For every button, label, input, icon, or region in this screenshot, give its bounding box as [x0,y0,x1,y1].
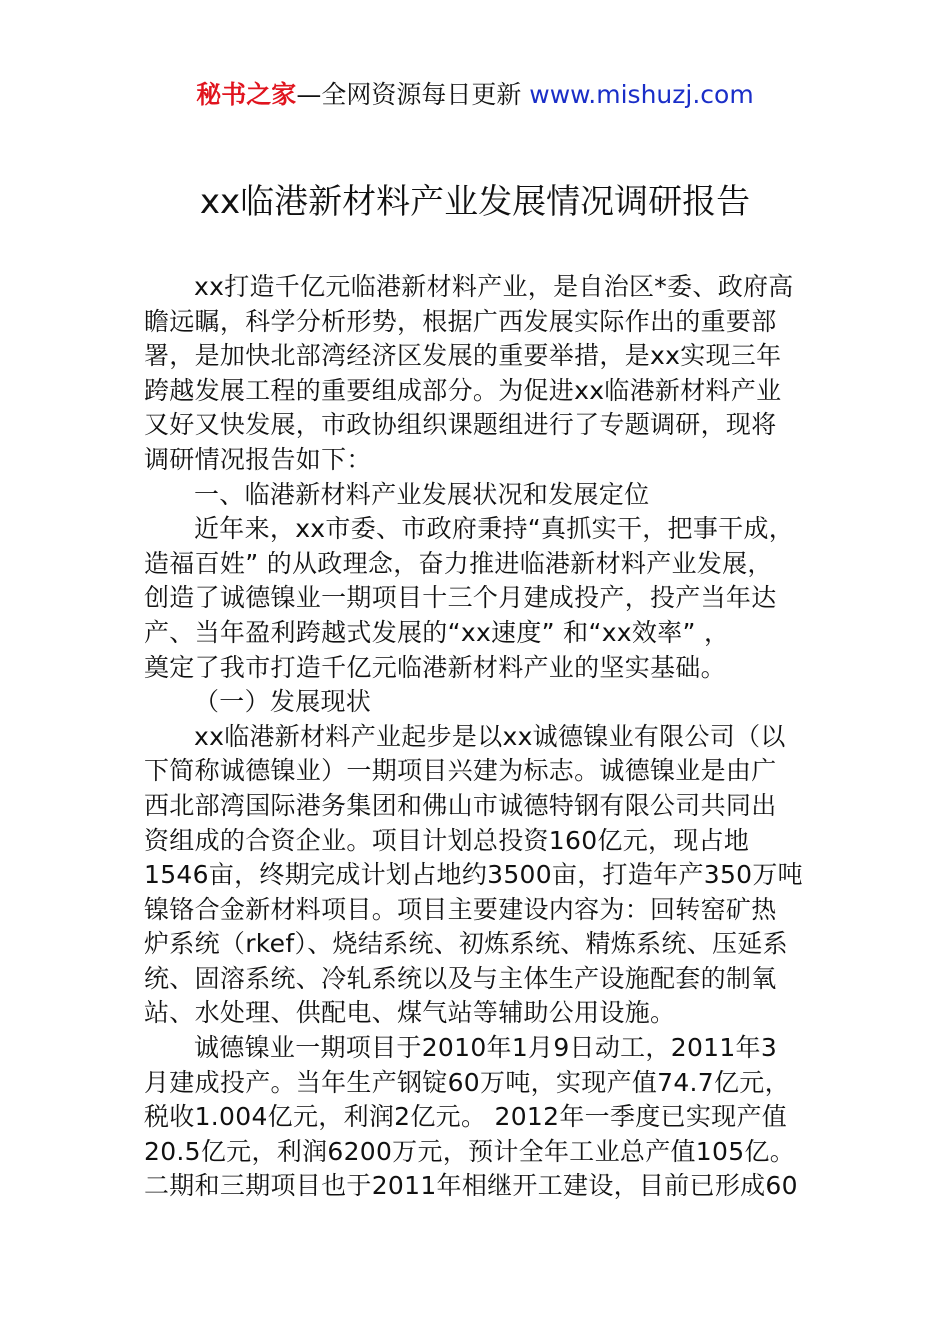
paragraph-line: 跨越发展工程的重要组成部分。为促进xx临港新材料产业 [144,375,782,405]
site-brand: 秘书之家 [196,80,297,109]
paragraph-line: 月建成投产。当年生产钢锭60万吨，实现产值74.7亿元， [144,1067,790,1097]
paragraph-line: 1546亩，终期完成计划占地约3500亩，打造年产350万吨 [144,860,803,890]
paragraph-line: 又好又快发展，市政协组织课题组进行了专题调研，现将 [144,410,777,440]
paragraph-first-line: xx打造千亿元临港新材料产业，是自治区*委、政府高 [194,272,794,301]
document-body [144,270,814,1204]
paragraph-line: 税收1.004亿元，利润2亿元。 2012年一季度已实现产值 [144,1102,788,1132]
paragraph-first-line: xx临港新材料产业起步是以xx诚德镍业有限公司（以 [194,721,786,751]
site-slogan: —全网资源每日更新 [296,80,530,109]
paragraph-line: 创造了诚德镍业一期项目十三个月建成投产，投产当年达 [144,583,777,613]
site-url-link[interactable]: www.mishuzj.com [529,80,754,109]
paragraph-line: 站、水处理、供配电、煤气站等辅助公用设施。 [144,998,676,1028]
paragraph-line: 造福百姓” 的从政理念，奋力推进临港新材料产业发展， [144,548,773,578]
paragraph-line: 署，是加快北部湾经济区发展的重要举措，是xx实现三年 [144,341,782,371]
paragraph-line: 产、当年盈利跨越式发展的“xx速度” 和“xx效率” ， [144,617,730,647]
paragraph-line: 西北部湾国际港务集团和佛山市诚德特钢有限公司共同出 [144,790,777,820]
paragraph-line: 瞻远瞩，科学分析形势，根据广西发展实际作出的重要部 [144,306,777,336]
paragraph-line: 调研情况报告如下： [144,444,372,474]
paragraph-line: 统、固溶系统、冷轧系统以及与主体生产设施配套的制氧 [144,963,777,993]
paragraph-line: 二期和三期项目也于2011年相继开工建设，目前已形成60 [144,1171,798,1201]
paragraph-line: 镍铬合金新材料项目。项目主要建设内容为：回转窑矿热 [144,894,777,924]
paragraph-first-line: 近年来，xx市委、市政府秉持“真抓实干，把事干成， [194,514,795,544]
paragraph-line: 20.5亿元，利润6200万元，预计全年工业总产值105亿。 [144,1136,796,1166]
paragraph-line: 炉系统（rkef）、烧结系统、初炼系统、精炼系统、压延系 [144,929,788,959]
site-header [0,78,950,112]
paragraph-first-line: 诚德镍业一期项目于2010年1月9日动工，2011年3 [194,1033,778,1063]
paragraph-line: 奠定了我市打造千亿元临港新材料产业的坚实基础。 [144,652,726,682]
paragraph-first-line: 一、临港新材料产业发展状况和发展定位 [194,479,650,509]
paragraph-first-line: （一）发展现状 [194,687,372,717]
paragraph-line: 下简称诚德镍业）一期项目兴建为标志。诚德镍业是由广 [144,756,777,786]
paragraph-line: 资组成的合资企业。项目计划总投资160亿元，现占地 [144,825,750,855]
document-title: xx临港新材料产业发展情况调研报告 [199,182,751,222]
